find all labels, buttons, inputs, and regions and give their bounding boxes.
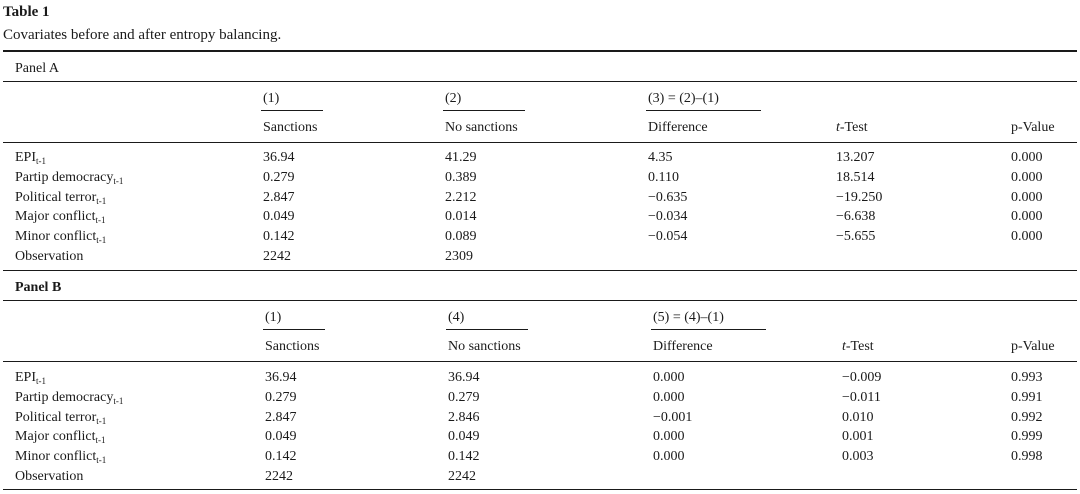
row-label-subscript: t-1	[36, 376, 46, 386]
table-cell: 0.001	[842, 429, 874, 444]
column-header: No sanctions	[445, 120, 518, 135]
table-cell: −0.011	[842, 390, 881, 405]
column-header: Difference	[648, 120, 708, 135]
table-cell: 0.000	[653, 449, 685, 464]
table-cell: −5.655	[836, 229, 876, 244]
table-cell: 2242	[265, 469, 293, 484]
table-cell: −0.001	[653, 410, 693, 425]
table-cell: 2242	[263, 249, 291, 264]
table-cell: 0.991	[1011, 390, 1043, 405]
table-cell: 0.992	[1011, 410, 1043, 425]
table-cell: −0.009	[842, 370, 882, 385]
table-cell: 0.142	[265, 449, 297, 464]
group-underline	[261, 110, 323, 111]
table-cell: 4.35	[648, 150, 673, 165]
row-label-subscript: t-1	[96, 196, 107, 206]
table-cell: 2.846	[448, 410, 480, 425]
group-underline	[443, 110, 525, 111]
table-cell: 0.000	[653, 429, 685, 444]
table-cell: 2.212	[445, 190, 477, 205]
row-label-subscript: t-1	[96, 416, 107, 426]
table-cell: 2309	[445, 249, 473, 264]
group-header: (4)	[448, 310, 465, 325]
table-cell: 0.000	[1011, 229, 1043, 244]
row-label: Political terror$_{t-1}$	[15, 410, 107, 426]
table-cell: 0.279	[448, 390, 480, 405]
table-cell: 0.000	[1011, 170, 1043, 185]
row-label: Partip democracy$_{t-1}$	[15, 170, 124, 186]
panel-rule	[3, 300, 1077, 301]
row-label: Major conflict$_{t-1}$	[15, 429, 106, 445]
table-cell: −6.638	[836, 209, 876, 224]
row-label: Partip democracy$_{t-1}$	[15, 390, 124, 406]
table-cell: 13.207	[836, 150, 875, 165]
table-cell: 0.279	[263, 170, 295, 185]
column-header: p-Value	[1011, 120, 1055, 135]
group-underline	[651, 329, 766, 330]
column-header: Difference	[653, 339, 713, 354]
row-label: Minor conflict$_{t-1}$	[15, 449, 107, 465]
row-label-subscript: t-1	[113, 396, 124, 406]
table-cell: −0.034	[648, 209, 688, 224]
panel-title: Panel B	[15, 280, 62, 295]
table-cell: 36.94	[448, 370, 480, 385]
column-header: t-Test	[842, 339, 874, 354]
column-header: Sanctions	[263, 120, 318, 135]
row-label: Major conflict$_{t-1}$	[15, 209, 106, 225]
table-cell: 0.142	[263, 229, 295, 244]
group-header: (1)	[265, 310, 282, 325]
row-label: $EPI_{t-1}$	[15, 370, 46, 386]
table-cell: 41.29	[445, 150, 477, 165]
table-cell: 0.000	[1011, 209, 1043, 224]
row-label-subscript: t-1	[95, 435, 106, 445]
table-cell: 2242	[448, 469, 476, 484]
table-cell: 18.514	[836, 170, 875, 185]
table-cell: 0.049	[448, 429, 480, 444]
group-underline	[446, 329, 528, 330]
table-cell: 2.847	[263, 190, 295, 205]
panel-bottom-rule	[3, 489, 1077, 490]
table-cell: 0.003	[842, 449, 874, 464]
row-label-subscript: t-1	[96, 455, 107, 465]
table-cell: 0.049	[265, 429, 297, 444]
row-label-subscript: t-1	[96, 235, 107, 245]
row-label: Observation	[15, 469, 84, 484]
column-header-italic: t	[836, 120, 840, 135]
table-cell: 0.089	[445, 229, 477, 244]
group-header: (5) = (4)–(1)	[653, 310, 724, 325]
row-label-subscript: t-1	[113, 176, 124, 186]
table-cell: −0.635	[648, 190, 688, 205]
table-cell: 0.999	[1011, 429, 1043, 444]
table-cell: 0.014	[445, 209, 477, 224]
table-cell: 36.94	[265, 370, 297, 385]
panel-bottom-rule	[3, 270, 1077, 271]
group-underline	[263, 329, 325, 330]
table-cell: 0.110	[648, 170, 679, 185]
table-cell: 0.000	[653, 370, 685, 385]
table-cell: −0.054	[648, 229, 688, 244]
top-rule	[3, 50, 1077, 52]
row-label: Political terror$_{t-1}$	[15, 190, 107, 206]
table-cell: −19.250	[836, 190, 883, 205]
column-header: Sanctions	[265, 339, 320, 354]
group-underline	[646, 110, 761, 111]
table-cell: 2.847	[265, 410, 297, 425]
row-label-subscript: t-1	[95, 215, 106, 225]
column-header: p-Value	[1011, 339, 1055, 354]
table-cell: 0.010	[842, 410, 874, 425]
header-rule	[3, 361, 1077, 362]
row-label: $EPI_{t-1}$	[15, 150, 46, 166]
table-cell: 0.000	[1011, 150, 1043, 165]
header-rule	[3, 142, 1077, 143]
column-header: No sanctions	[448, 339, 521, 354]
column-header: t-Test	[836, 120, 868, 135]
row-label: Minor conflict$_{t-1}$	[15, 229, 107, 245]
row-label-subscript: t-1	[36, 156, 46, 166]
table-cell: 0.000	[653, 390, 685, 405]
table-cell: 0.142	[448, 449, 480, 464]
group-header: (3) = (2)–(1)	[648, 91, 719, 106]
column-header-italic: t	[842, 339, 846, 354]
table-cell: 0.993	[1011, 370, 1043, 385]
table-cell: 0.049	[263, 209, 295, 224]
group-header: (1)	[263, 91, 280, 106]
table-cell: 36.94	[263, 150, 295, 165]
group-header: (2)	[445, 91, 462, 106]
table-label: Table 1	[3, 4, 50, 20]
panel-title: Panel A	[15, 61, 59, 76]
table-cell: 0.389	[445, 170, 477, 185]
row-label: Observation	[15, 249, 84, 264]
table-cell: 0.279	[265, 390, 297, 405]
table-caption: Covariates before and after entropy balancing.	[3, 27, 282, 43]
table-cell: 0.998	[1011, 449, 1043, 464]
panel-rule	[3, 81, 1077, 82]
table-cell: 0.000	[1011, 190, 1043, 205]
